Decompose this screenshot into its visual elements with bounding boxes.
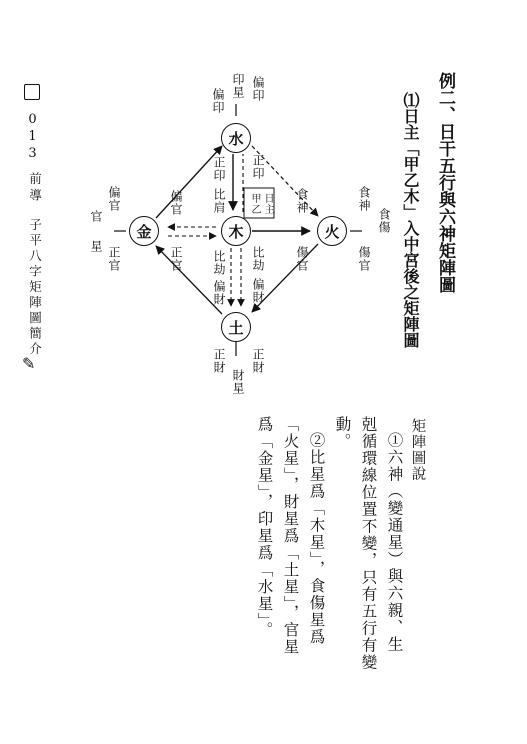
label-pian-guan-outer: 偏官: [107, 186, 121, 212]
label-zheng-yin-left: 正印: [212, 156, 226, 182]
label-zheng-yin-right: 正印: [251, 154, 265, 180]
label-zheng-cai-left: 正財: [212, 348, 226, 374]
label-shi-shang: 食傷: [377, 208, 391, 234]
body-para2-line3: 爲「金星」，印星爲「水星」。: [255, 416, 274, 639]
margin-book-title: 子平八字矩陣圖簡介: [27, 218, 43, 358]
node-fire: 火: [317, 216, 347, 246]
label-pian-cai-right: 偏財: [251, 278, 265, 304]
label-shi-shen-outer: 食神: [357, 186, 371, 212]
label-xing: 星: [89, 240, 103, 253]
body-para2-line1: ②比星爲「木星」，食傷星爲: [307, 432, 326, 646]
label-pian-guan-inner: 偏官: [169, 190, 183, 216]
page-subtitle: ⑴日主「甲乙木」入中宮後之矩陣圖: [401, 92, 420, 348]
label-pian-cai-left: 偏財: [212, 280, 226, 306]
node-water: 水: [221, 123, 251, 153]
label-zheng-cai-right: 正財: [251, 348, 265, 374]
label-shang-guan-outer: 傷官: [357, 246, 371, 272]
margin-ornament-top: [24, 84, 40, 100]
margin-section: 前導: [27, 172, 43, 205]
label-pian-yin-left: 偏印: [211, 88, 225, 114]
center-box-right: 日主: [262, 193, 273, 215]
body-para1-line2: 剋循環線位置不變，只有五行有變: [359, 416, 378, 671]
body-para1-line1: ①六神（變通星）與六親、生: [385, 432, 404, 653]
label-shang-guan-inner: 傷官: [295, 246, 309, 272]
node-wood: 木: [221, 216, 251, 246]
body-heading: 矩陣圖說: [409, 418, 426, 482]
label-bi-jian: 比肩: [212, 188, 226, 214]
body-para1-line3: 動。: [333, 416, 352, 450]
label-pian-yin-right: 偏印: [251, 76, 265, 102]
label-guan: 官: [89, 210, 103, 223]
node-metal: 金: [129, 216, 159, 246]
label-zheng-guan-inner: 正官: [169, 246, 183, 272]
label-bi-jie-right: 比劫: [251, 246, 265, 272]
node-earth: 土: [221, 312, 251, 342]
label-bi-jie-left: 比劫: [212, 250, 226, 276]
label-yin-xing: 印星: [231, 73, 245, 99]
body-para2-line2: 「火星」，財星爲「土星」，官星: [281, 416, 300, 656]
margin-ornament-bottom-icon: ✎: [22, 354, 36, 373]
page-title: 例二、日干五行與六神矩陣圖: [435, 72, 455, 293]
label-cai-xing: 財星: [231, 369, 245, 395]
label-zheng-guan-outer: 正官: [107, 246, 121, 272]
center-box-left: 甲乙: [249, 193, 260, 215]
label-shi-shen-inner: 食神: [295, 188, 309, 214]
page-number: 013: [25, 112, 40, 163]
